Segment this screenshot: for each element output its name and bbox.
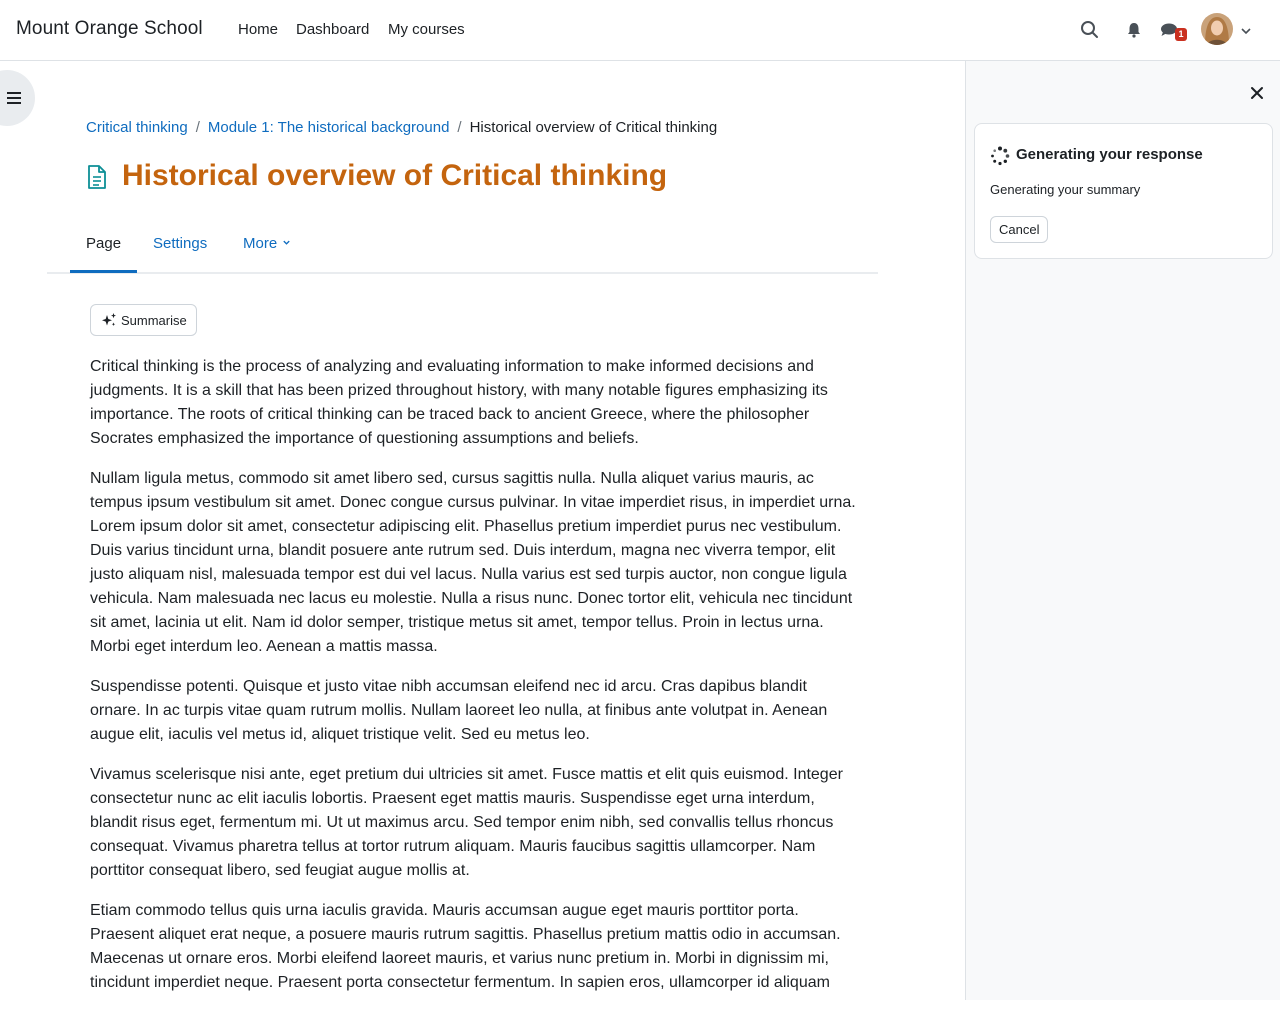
content-paragraph: Nullam ligula metus, commodo sit amet libero sed, cursus sagittis nulla. Nulla aliquet varius mauris, ac tempus ipsum vestibulum sit amet. Donec congue cursus pulvinar. In vitae imperdiet risus, in imperdiet urna. Lorem ipsum dolor sit amet, consectetur adipiscing elit. Phasellus pretium imperdiet purus nec vestibulum. Duis varius tincidunt urna, blandit posuere ante rutrum sed. Duis interdum, magna nec viverra tempor, elit justo aliquam nisl, malesuada tempor est dui vel lacus. Nulla varius est sed turpis auctor, non congue ligula vehicula. Nam malesuada nec lacus eu molestie. Nulla a risus nunc. Donec tortor elit, vehicula nec tincidunt sit amet, lacinia ut elit. Nam id dolor semper, tristique metus sit amet, tempor tellus. Proin in lectus urna. Morbi eget interdum leo. Aenean a mattis massa. — [90, 470, 856, 655]
cancel-button[interactable]: Cancel — [990, 216, 1048, 243]
sparkle-icon — [101, 312, 117, 328]
breadcrumb-separator: / — [457, 119, 462, 136]
breadcrumb-separator: / — [195, 119, 200, 136]
search-icon[interactable] — [1078, 18, 1102, 42]
close-icon[interactable] — [1249, 85, 1265, 101]
nav-dashboard[interactable]: Dashboard — [296, 21, 370, 38]
breadcrumb-course[interactable]: Critical thinking — [86, 119, 188, 136]
ai-drawer — [965, 61, 1280, 1000]
content-paragraph: Vivamus scelerisque nisi ante, eget pretium dui ultricies sit amet. Fusce mattis et elit quis euismod. Integer consectetur nunc ac elit iaculis lobortis. Praesent eget mattis mauris. Suspendisse eget urna interdum, blandit risus eget, fermentum mi. Ut ut maximus arcu. Sed tempor enim nibh, sed convallis tellus rhoncus consequat. Vivamus pharetra tellus at tortor rutrum aliquam. Mauris faucibus sagittis ullamcorper. Nam porttitor consequat libero, sed feugiat augue mollis at. — [90, 766, 843, 879]
page-content — [90, 355, 858, 1011]
tab-settings[interactable]: Settings — [153, 235, 208, 252]
nav-my-courses[interactable]: My courses — [388, 21, 465, 38]
card-status-text: Generating your summary — [990, 182, 1141, 197]
breadcrumb-section[interactable]: Module 1: The historical background — [207, 119, 450, 136]
chevron-down-icon[interactable] — [1240, 24, 1252, 36]
summarise-label: Summarise — [121, 312, 187, 328]
top-navbar — [0, 0, 1280, 61]
summarise-button[interactable] — [90, 304, 197, 336]
hamburger-icon — [7, 91, 21, 103]
content-paragraph: Etiam commodo tellus quis urna iaculis gravida. Mauris accumsan augue eget mauris porttitor porta. Praesent aliquet erat neque, a posuere mauris rutrum sagittis. Phasellus pretium mattis odio in accumsan. Maecenas ut ornare eros. Morbi eleifend laoreet mauris, et varius nunc pretium in. Morbi in dignissim mi, tincidunt imperdiet neque. Praesent porta consectetur fermentum. In sapien eros, ullamcorper id aliquam — [90, 902, 841, 991]
page-document-icon — [86, 164, 108, 190]
breadcrumb — [86, 119, 717, 136]
chevron-down-icon — [282, 238, 291, 247]
avatar[interactable] — [1201, 13, 1233, 45]
tab-more[interactable] — [243, 235, 291, 252]
bell-icon[interactable] — [1122, 18, 1146, 42]
response-card — [974, 123, 1273, 259]
messages-icon[interactable] — [1160, 18, 1184, 42]
tab-page[interactable]: Page — [86, 235, 122, 252]
message-count-badge: 1 — [1175, 28, 1187, 41]
secondary-navigation — [47, 222, 878, 274]
content-paragraph: Critical thinking is the process of analyzing and evaluating information to make informed decisions and judgments. It is a skill that has been prized throughout history, with many notable figures emphasizing its importance. The roots of critical thinking can be traced back to ancient Greece, where the philosopher Socrates emphasized the importance of questioning assumptions and beliefs. — [90, 358, 828, 447]
course-index-toggle[interactable] — [0, 70, 35, 126]
site-brand[interactable]: Mount Orange School — [16, 18, 203, 39]
active-tab-indicator — [70, 270, 137, 273]
breadcrumb-current: Historical overview of Critical thinking — [469, 119, 718, 136]
page-title: Historical overview of Critical thinking — [122, 159, 668, 192]
tab-more-label: More — [243, 235, 278, 252]
content-paragraph: Suspendisse potenti. Quisque et justo vitae nibh accumsan eleifend nec id arcu. Cras dapibus blandit ornare. In ac turpis vitae quam rutrum mollis. Nullam laoreet leo nulla, at finibus ante volutpat in. Aenean augue elit, iaculis vel metus id, aliquet tristique velit. Sed eu metus leo. — [90, 678, 828, 743]
nav-home[interactable]: Home — [238, 21, 279, 38]
card-title: Generating your response — [1016, 146, 1203, 163]
loading-spinner-icon — [990, 146, 1010, 166]
